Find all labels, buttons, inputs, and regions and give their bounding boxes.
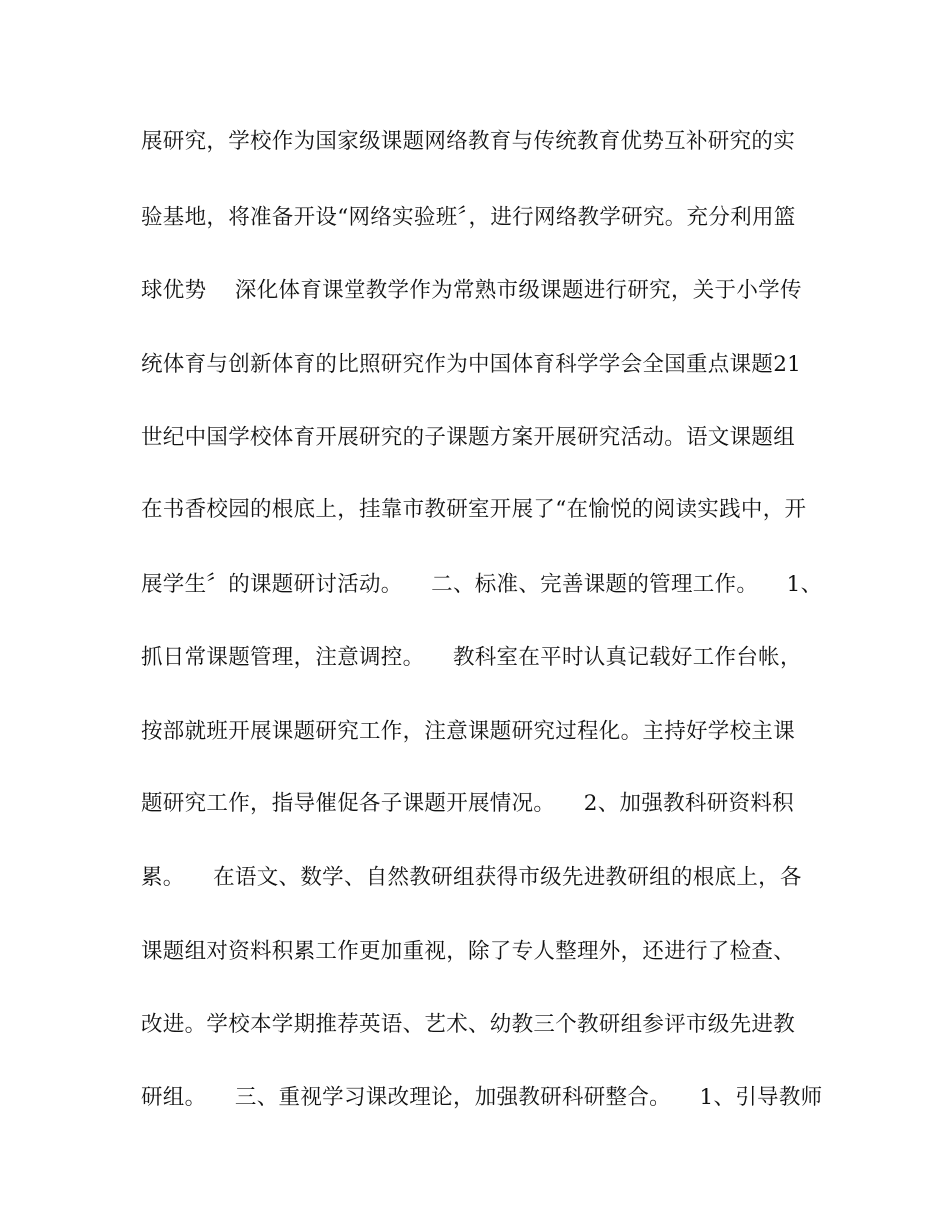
- text-line: 验基地，将准备开设“网络实验班〞，进行网络教学研究。充分利用篮: [141, 205, 796, 230]
- text-line: 展研究，学校作为国家级课题网络教育与传统教育优势互补研究的实: [141, 129, 796, 154]
- text-line: 研组。 三、重视学习课改理论，加强教研科研整合。 1、引导教师: [141, 1085, 823, 1110]
- text-line: 累。 在语文、数学、自然教研组获得市级先进教研组的根底上，各: [141, 865, 802, 890]
- text-line: 课题组对资料积累工作更加重视，除了专人整理外，还进行了检查、: [141, 939, 796, 964]
- text-line: 世纪中国学校体育开展研究的子课题方案开展研究活动。语文课题组: [141, 425, 796, 450]
- text-line: 按部就班开展课题研究工作，注意课题研究过程化。主持好学校主课: [141, 719, 796, 744]
- text-line: 展学生〞的课题研讨活动。 二、标准、完善课题的管理工作。 1、: [141, 572, 823, 597]
- text-line: 统体育与创新体育的比照研究作为中国体育科学学会全国重点课题21: [141, 352, 802, 377]
- text-line: 球优势 深化体育课堂教学作为常熟市级课题进行研究，关于小学传: [141, 278, 802, 303]
- text-line: 在书香校园的根底上，挂靠市教研室开展了“在愉悦的阅读实践中，开: [141, 497, 807, 522]
- text-line: 抓日常课题管理，注意调控。 教科室在平时认真记载好工作台帐，: [141, 645, 802, 670]
- text-line: 改进。学校本学期推荐英语、艺术、幼教三个教研组参评市级先进教: [141, 1012, 796, 1037]
- text-line: 题研究工作，指导催促各子课题开展情况。 2、加强教科研资料积: [141, 791, 794, 816]
